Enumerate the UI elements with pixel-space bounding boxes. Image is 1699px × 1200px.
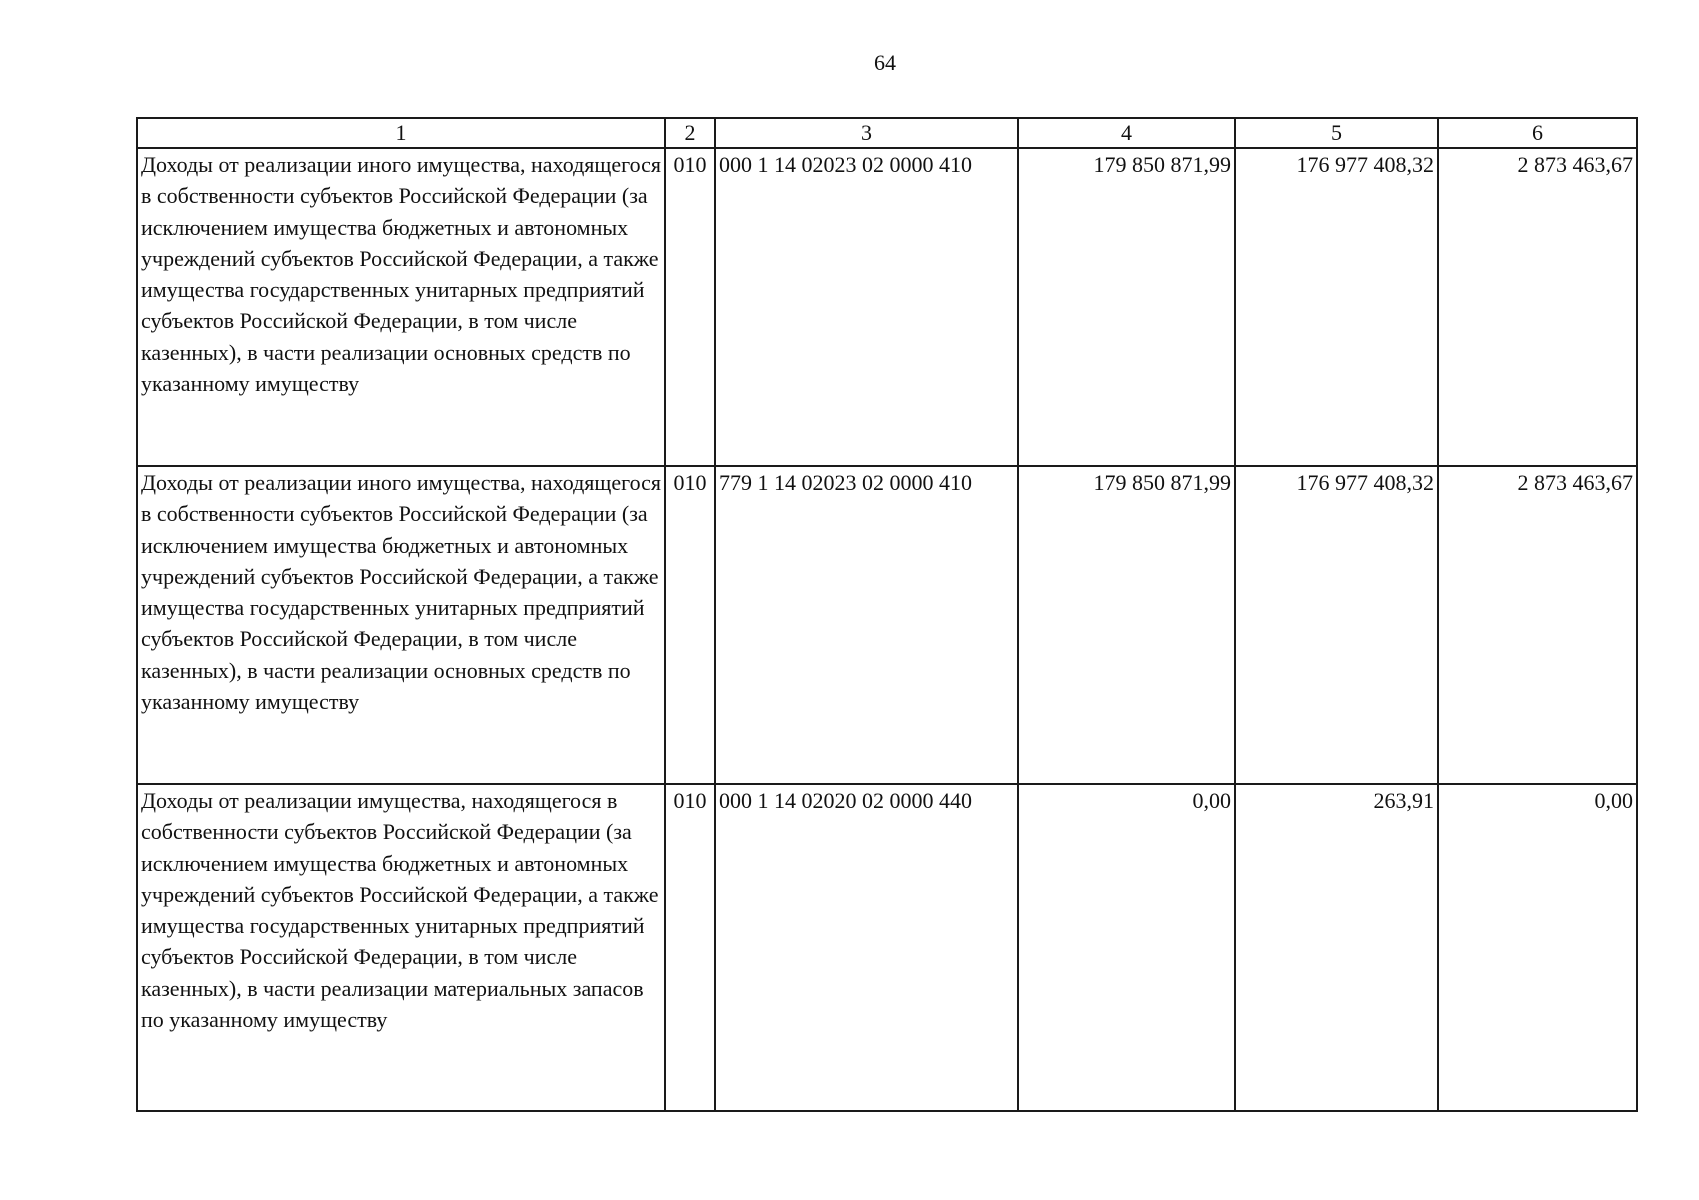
value-col5: 176 977 408,32 [1235,148,1438,466]
row-name: Доходы от реализации иного имущества, находящегося в собственности субъектов Российской Федерации (за исключением имущества бюджетных и автономных учреждений субъектов Российской Федерации, а также имущества государственных унитарных предприятий субъектов Российской Федерации, в том числе казенных), в части реализации основных средств по указанному имуществу [137,148,665,466]
value-col4: 179 850 871,99 [1018,466,1235,784]
value-col6: 0,00 [1438,784,1637,1111]
table-row [137,784,1637,1111]
table-row [137,148,1637,466]
column-header-2: 2 [665,118,715,148]
column-header-5: 5 [1235,118,1438,148]
value-col6: 2 873 463,67 [1438,466,1637,784]
row-name: Доходы от реализации иного имущества, находящегося в собственности субъектов Российской Федерации (за исключением имущества бюджетных и автономных учреждений субъектов Российской Федерации, а также имущества государственных унитарных предприятий субъектов Российской Федерации, в том числе казенных), в части реализации основных средств по указанному имуществу [137,466,665,784]
line-code: 010 [665,466,715,784]
budget-code: 779 1 14 02023 02 0000 410 [715,466,1018,784]
row-name: Доходы от реализации имущества, находящегося в собственности субъектов Российской Федерации (за исключением имущества бюджетных и автономных учреждений субъектов Российской Федерации, а также имущества государственных унитарных предприятий субъектов Российской Федерации, в том числе казенных), в части реализации материальных запасов по указанному имуществу [137,784,665,1111]
line-code: 010 [665,148,715,466]
column-header-6: 6 [1438,118,1637,148]
column-header-3: 3 [715,118,1018,148]
column-header-1: 1 [137,118,665,148]
page-number: 64 [874,50,896,75]
value-col5: 263,91 [1235,784,1438,1111]
table-header-row [137,118,1637,148]
value-col4: 0,00 [1018,784,1235,1111]
column-header-4: 4 [1018,118,1235,148]
line-code: 010 [665,784,715,1111]
revenue-table [136,117,1638,1112]
value-col4: 179 850 871,99 [1018,148,1235,466]
value-col5: 176 977 408,32 [1235,466,1438,784]
budget-code: 000 1 14 02023 02 0000 410 [715,148,1018,466]
budget-code: 000 1 14 02020 02 0000 440 [715,784,1018,1111]
value-col6: 2 873 463,67 [1438,148,1637,466]
table-row [137,466,1637,784]
